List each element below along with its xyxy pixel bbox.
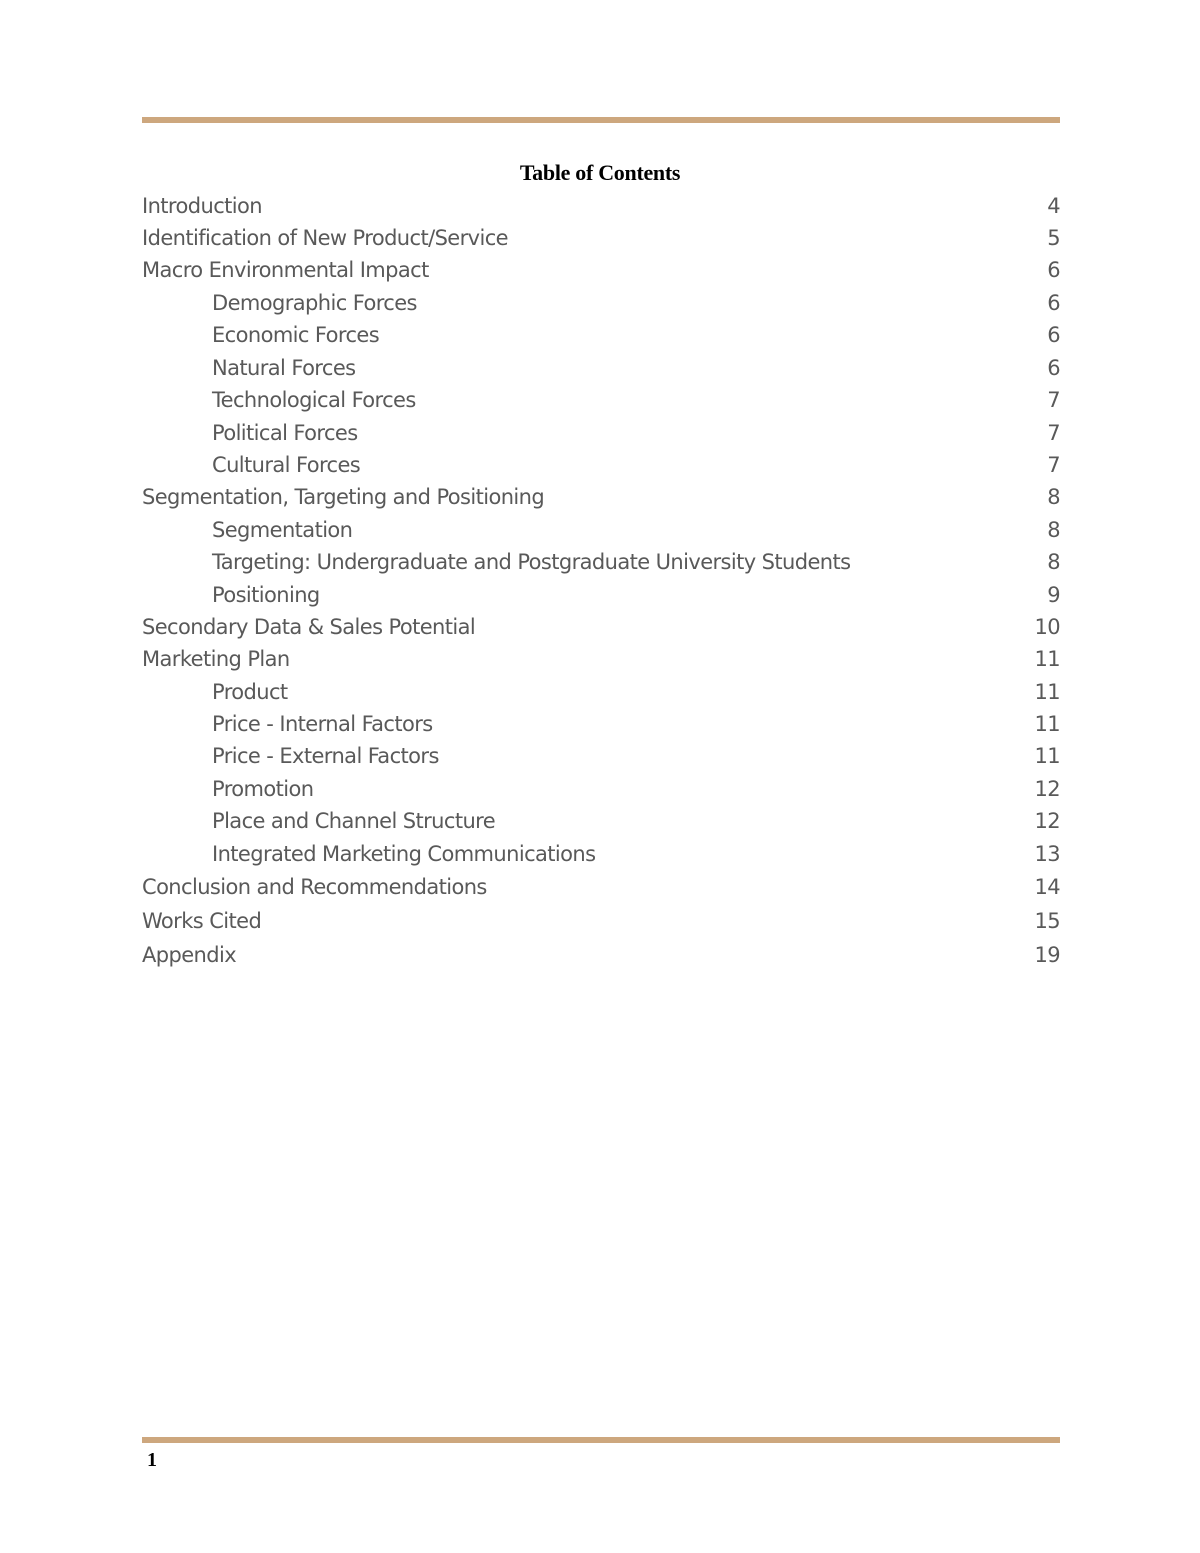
toc-entry[interactable] <box>142 909 1060 941</box>
toc-entry-page-number: 8 <box>1047 550 1060 574</box>
toc-entry-page-number: 9 <box>1047 583 1060 607</box>
toc-entry-page-number: 4 <box>1047 194 1060 218</box>
toc-entry-label: Segmentation <box>212 518 353 542</box>
toc-entry[interactable] <box>142 680 1060 712</box>
toc-entry[interactable] <box>142 518 1060 550</box>
toc-entry[interactable] <box>142 809 1060 841</box>
toc-entry-label: Price - Internal Factors <box>212 712 433 736</box>
header-rule <box>142 117 1060 123</box>
toc-entry-label: Works Cited <box>142 909 262 933</box>
toc-entry-label: Conclusion and Recommendations <box>142 875 487 899</box>
toc-entry[interactable] <box>142 712 1060 744</box>
toc-entry-page-number: 10 <box>1034 615 1060 639</box>
toc-entry[interactable] <box>142 323 1060 355</box>
toc-entry[interactable] <box>142 842 1060 874</box>
toc-title: Table of Contents <box>519 160 681 185</box>
toc-entry-page-number: 6 <box>1047 356 1060 380</box>
toc-entry[interactable] <box>142 194 1060 226</box>
toc-entry-page-number: 11 <box>1034 647 1060 671</box>
toc-entry-page-number: 13 <box>1034 842 1060 866</box>
toc-entry[interactable] <box>142 258 1060 290</box>
toc-entry-label: Identification of New Product/Service <box>142 226 508 250</box>
toc-entry[interactable] <box>142 388 1060 420</box>
toc-entry-page-number: 6 <box>1047 291 1060 315</box>
toc-entry-label: Segmentation, Targeting and Positioning <box>142 485 545 509</box>
toc-entry-page-number: 7 <box>1047 453 1060 477</box>
toc-entry-label: Marketing Plan <box>142 647 290 671</box>
toc-entry-page-number: 15 <box>1034 909 1060 933</box>
toc-entry-label: Political Forces <box>212 421 358 445</box>
toc-entry-label: Introduction <box>142 194 262 218</box>
toc-entry-label: Natural Forces <box>212 356 356 380</box>
toc-entry-label: Macro Environmental Impact <box>142 258 429 282</box>
toc-entry-label: Demographic Forces <box>212 291 417 315</box>
toc-entry[interactable] <box>142 550 1060 582</box>
toc-entry-page-number: 12 <box>1034 809 1060 833</box>
toc-entry-label: Positioning <box>212 583 320 607</box>
toc-entry-label: Appendix <box>142 943 237 967</box>
toc-entry-page-number: 6 <box>1047 258 1060 282</box>
toc-entry-label: Product <box>212 680 288 704</box>
toc-entry-label: Targeting: Undergraduate and Postgraduate University Students <box>212 550 851 574</box>
toc-entry[interactable] <box>142 226 1060 258</box>
toc-entry[interactable] <box>142 485 1060 517</box>
toc-entry-label: Integrated Marketing Communications <box>212 842 596 866</box>
toc-entry-label: Promotion <box>212 777 314 801</box>
toc-entry[interactable] <box>142 943 1060 975</box>
toc-entry-page-number: 8 <box>1047 518 1060 542</box>
toc-entry[interactable] <box>142 421 1060 453</box>
toc-entry[interactable] <box>142 777 1060 809</box>
toc-entry-page-number: 11 <box>1034 744 1060 768</box>
toc-entry[interactable] <box>142 291 1060 323</box>
toc-entry-label: Price - External Factors <box>212 744 439 768</box>
toc-entry[interactable] <box>142 615 1060 647</box>
toc-entry-label: Economic Forces <box>212 323 380 347</box>
page-number: 1 <box>147 1449 157 1471</box>
toc-entry-page-number: 7 <box>1047 388 1060 412</box>
toc-entry-page-number: 5 <box>1047 226 1060 250</box>
toc-entry[interactable] <box>142 453 1060 485</box>
toc-entry-label: Place and Channel Structure <box>212 809 496 833</box>
footer-rule <box>142 1437 1060 1443</box>
toc-entry[interactable] <box>142 356 1060 388</box>
toc-entry-page-number: 12 <box>1034 777 1060 801</box>
toc-entry-page-number: 14 <box>1034 875 1060 899</box>
toc-entry-page-number: 11 <box>1034 680 1060 704</box>
toc-entry-page-number: 6 <box>1047 323 1060 347</box>
toc-entry-page-number: 19 <box>1034 943 1060 967</box>
toc-entry[interactable] <box>142 875 1060 907</box>
toc-entry-label: Cultural Forces <box>212 453 361 477</box>
toc-entry[interactable] <box>142 744 1060 776</box>
toc-entry-page-number: 7 <box>1047 421 1060 445</box>
toc-entry-page-number: 8 <box>1047 485 1060 509</box>
toc-entry-page-number: 11 <box>1034 712 1060 736</box>
toc-entry-label: Secondary Data & Sales Potential <box>142 615 476 639</box>
toc-entry[interactable] <box>142 647 1060 679</box>
toc-entry[interactable] <box>142 583 1060 615</box>
toc-entry-label: Technological Forces <box>212 388 416 412</box>
